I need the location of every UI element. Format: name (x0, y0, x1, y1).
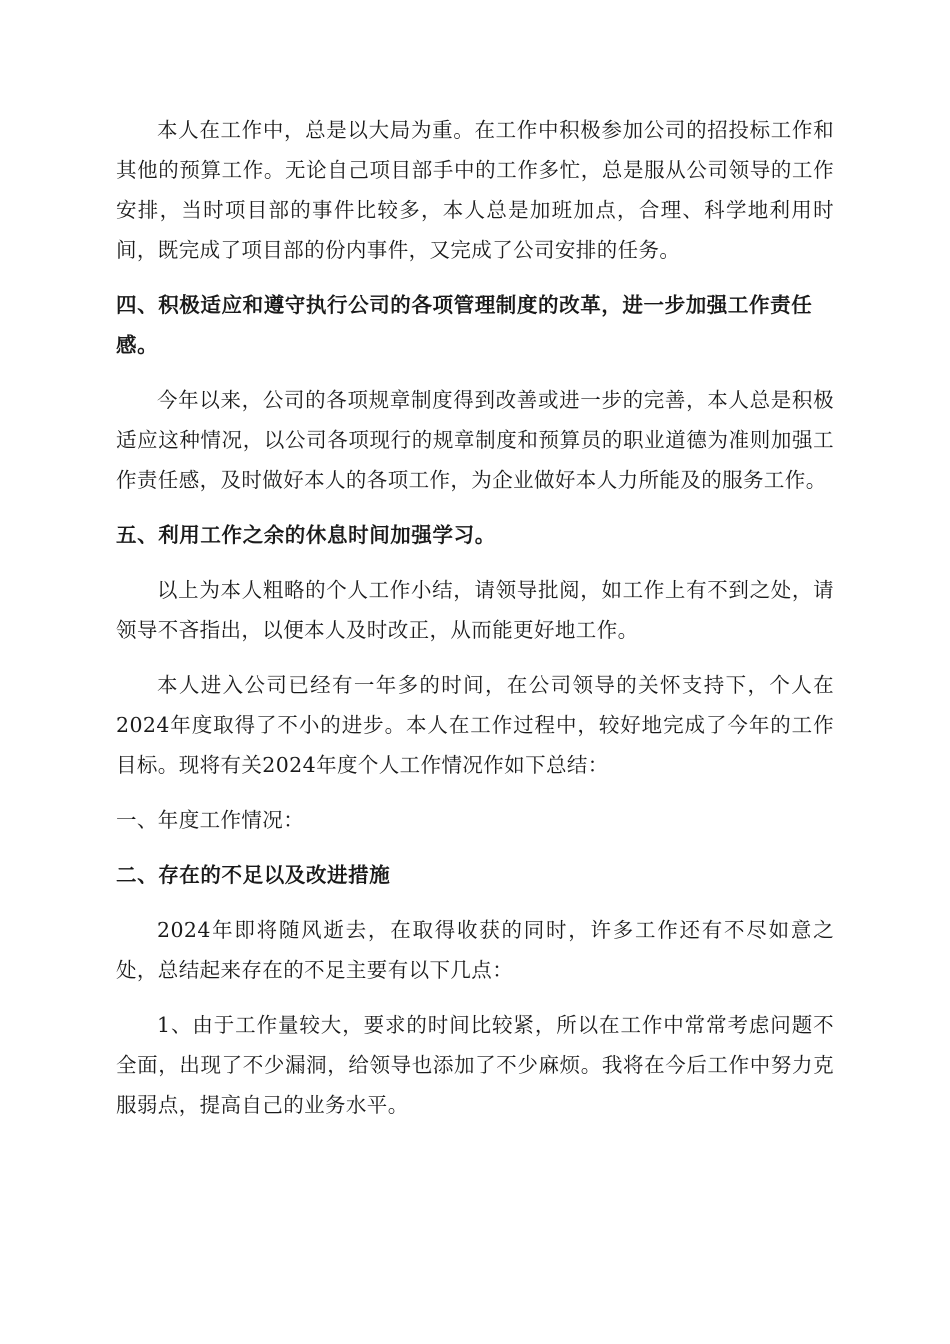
paragraph-overall-situation: 本人在工作中，总是以大局为重。在工作中积极参加公司的招投标工作和其他的预算工作。无论自己项目部手中的工作多忙，总是服从公司领导的工作安排，当时项目部的事件比较多，本人总是加班加点，合理、科学地利用时间，既完成了项目部的份内事件，又完成了公司安排的任务。 (116, 118, 834, 262)
section-heading-2: 二、存在的不足以及改进措施 (116, 863, 391, 887)
paragraph-shortcomings-intro: 2024年即将随风逝去，在取得收获的同时，许多工作还有不尽如意之处，总结起来存在的不足主要有以下几点： (116, 918, 834, 982)
paragraph-annual-intro: 本人进入公司已经有一年多的时间，在公司领导的关怀支持下，个人在2024年度取得了不小的进步。本人在工作过程中，较好地完成了今年的工作目标。现将有关2024年度个人工作情况作如下总结： (116, 673, 834, 777)
paragraph-shortcoming-1: 1、由于工作量较大，要求的时间比较紧，所以在工作中常常考虑问题不全面，出现了不少漏洞，给领导也添加了不少麻烦。我将在今后工作中努力克服弱点，提高自己的业务水平。 (116, 1013, 834, 1117)
paragraph-rules-adaptation: 今年以来，公司的各项规章制度得到改善或进一步的完善，本人总是积极适应这种情况，以公司各项现行的规章制度和预算员的职业道德为准则加强工作责任感，及时做好本人的各项工作，为企业做好本人力所能及的服务工作。 (116, 388, 834, 492)
section-heading-4: 四、积极适应和遵守执行公司的各项管理制度的改革，进一步加强工作责任感。 (116, 293, 813, 357)
paragraph-summary-request: 以上为本人粗略的个人工作小结，请领导批阅，如工作上有不到之处，请领导不吝指出，以便本人及时改正，从而能更好地工作。 (116, 578, 834, 642)
document-page (116, 110, 834, 1140)
section-heading-1: 一、年度工作情况： (116, 808, 305, 832)
section-heading-5: 五、利用工作之余的休息时间加强学习。 (116, 523, 496, 547)
